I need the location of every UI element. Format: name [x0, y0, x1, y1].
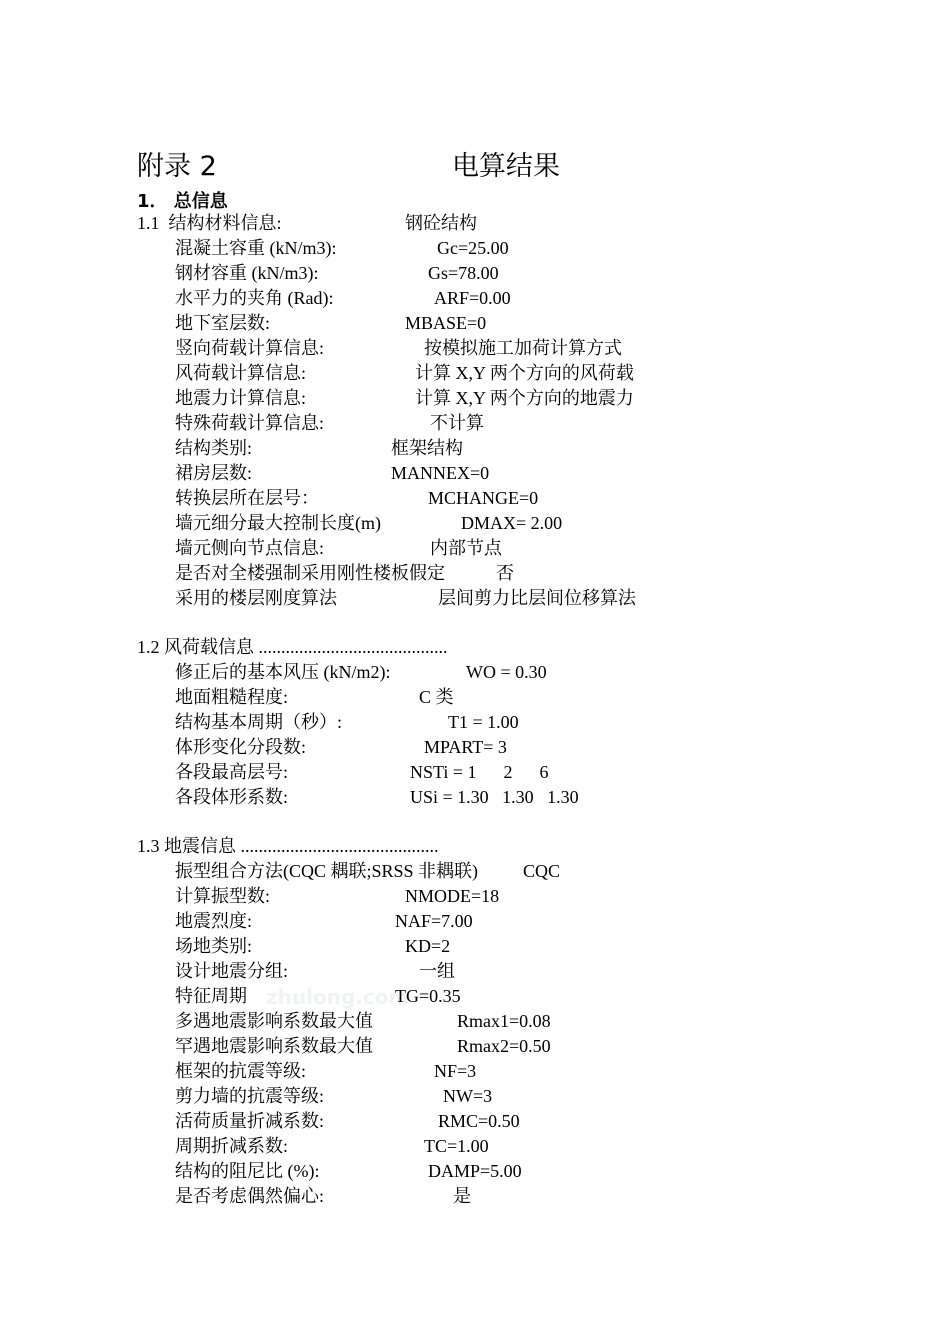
- param-value: 计算 X,Y 两个方向的风荷载: [415, 363, 634, 383]
- param-value: TC=1.00: [424, 1136, 489, 1156]
- param-value: MCHANGE=0: [428, 488, 539, 508]
- param-label: 设计地震分组:: [175, 961, 289, 981]
- param-label: 各段最高层号:: [175, 762, 289, 782]
- param-label: 体形变化分段数:: [175, 737, 307, 757]
- param-value: C 类: [419, 687, 454, 707]
- param-value: CQC: [523, 861, 561, 881]
- param-label: 多遇地震影响系数最大值: [175, 1011, 373, 1031]
- param-label: 裙房层数:: [175, 463, 253, 483]
- section-1-2-heading: 1.2 风荷载信息 ..........................................: [137, 637, 448, 657]
- param-label: 竖向荷载计算信息:: [175, 338, 325, 358]
- param-label: 特殊荷载计算信息:: [175, 413, 325, 433]
- param-value: USi = 1.30 1.30 1.30: [410, 787, 579, 807]
- section-1-heading: 1． 总信息: [137, 191, 228, 212]
- param-label: 结构基本周期（秒）:: [175, 712, 343, 732]
- param-value: MPART= 3: [424, 737, 507, 757]
- param-label: 采用的楼层刚度算法: [175, 588, 337, 608]
- param-value: 框架结构: [391, 438, 463, 458]
- param-value: Rmax1=0.08: [457, 1011, 551, 1031]
- param-value: 不计算: [430, 413, 484, 433]
- param-value: 一组: [419, 961, 455, 981]
- param-label: 混凝土容重 (kN/m3):: [175, 238, 337, 258]
- param-value: TG=0.35: [395, 986, 461, 1006]
- param-label: 剪力墙的抗震等级:: [175, 1086, 325, 1106]
- param-value: Gs=78.00: [428, 263, 499, 283]
- param-value: DMAX= 2.00: [461, 513, 563, 533]
- param-label: 计算振型数:: [175, 886, 271, 906]
- param-label: 是否对全楼强制采用刚性楼板假定: [175, 563, 445, 583]
- param-label: 墙元细分最大控制长度(m): [175, 513, 381, 533]
- param-label: 地震力计算信息:: [175, 388, 307, 408]
- param-value: MANNEX=0: [391, 463, 490, 483]
- param-value: 计算 X,Y 两个方向的地震力: [415, 388, 634, 408]
- param-label: 修正后的基本风压 (kN/m2):: [175, 662, 391, 682]
- param-label: 水平力的夹角 (Rad):: [175, 288, 334, 308]
- param-label: 周期折减系数:: [175, 1136, 289, 1156]
- param-value: KD=2: [405, 936, 451, 956]
- param-label: 场地类别:: [175, 936, 253, 956]
- param-label: 框架的抗震等级:: [175, 1061, 307, 1081]
- section-1-1-heading: 1.1 结构材料信息:: [137, 213, 282, 233]
- param-value: NW=3: [443, 1086, 493, 1106]
- param-value: ARF=0.00: [434, 288, 511, 308]
- param-label: 是否考虑偶然偏心:: [175, 1186, 325, 1206]
- param-label: 结构类别:: [175, 438, 253, 458]
- watermark: zhulong.com: [266, 985, 410, 1009]
- page-title: 电算结果: [452, 151, 560, 182]
- param-value: DAMP=5.00: [428, 1161, 522, 1181]
- param-value: WO = 0.30: [466, 662, 547, 682]
- param-value: 否: [496, 563, 514, 583]
- param-value: Rmax2=0.50: [457, 1036, 551, 1056]
- param-value: NAF=7.00: [395, 911, 473, 931]
- param-label: 各段体形系数:: [175, 787, 289, 807]
- param-label: 钢材容重 (kN/m3):: [175, 263, 319, 283]
- param-label: 地下室层数:: [175, 313, 271, 333]
- param-label: 转换层所在层号：: [175, 488, 319, 508]
- param-value: 层间剪力比层间位移算法: [438, 588, 636, 608]
- param-label: 活荷质量折减系数:: [175, 1111, 325, 1131]
- param-value: RMC=0.50: [438, 1111, 520, 1131]
- param-value: NMODE=18: [405, 886, 500, 906]
- param-label: 地面粗糙程度:: [175, 687, 289, 707]
- section-1-1-value: 钢砼结构: [405, 213, 477, 233]
- param-label: 地震烈度:: [175, 911, 253, 931]
- param-label: 风荷载计算信息:: [175, 363, 307, 383]
- param-label: 墙元侧向节点信息:: [175, 538, 325, 558]
- param-value: NF=3: [434, 1061, 477, 1081]
- param-value: 是: [453, 1186, 471, 1206]
- param-value: T1 = 1.00: [448, 712, 519, 732]
- param-label: 结构的阻尼比 (%):: [175, 1161, 320, 1181]
- appendix-label: 附录 2: [137, 151, 217, 182]
- param-value: Gc=25.00: [437, 238, 509, 258]
- section-1-3-heading: 1.3 地震信息 ............................................: [137, 836, 439, 856]
- param-label: 罕遇地震影响系数最大值: [175, 1036, 373, 1056]
- param-value: NSTi = 1 2 6: [410, 762, 549, 782]
- param-label: 特征周期: [175, 986, 247, 1006]
- param-value: 按模拟施工加荷计算方式: [424, 338, 622, 358]
- param-value: MBASE=0: [405, 313, 487, 333]
- param-value: 内部节点: [430, 538, 502, 558]
- param-label: 振型组合方法(CQC 耦联;SRSS 非耦联): [175, 861, 479, 881]
